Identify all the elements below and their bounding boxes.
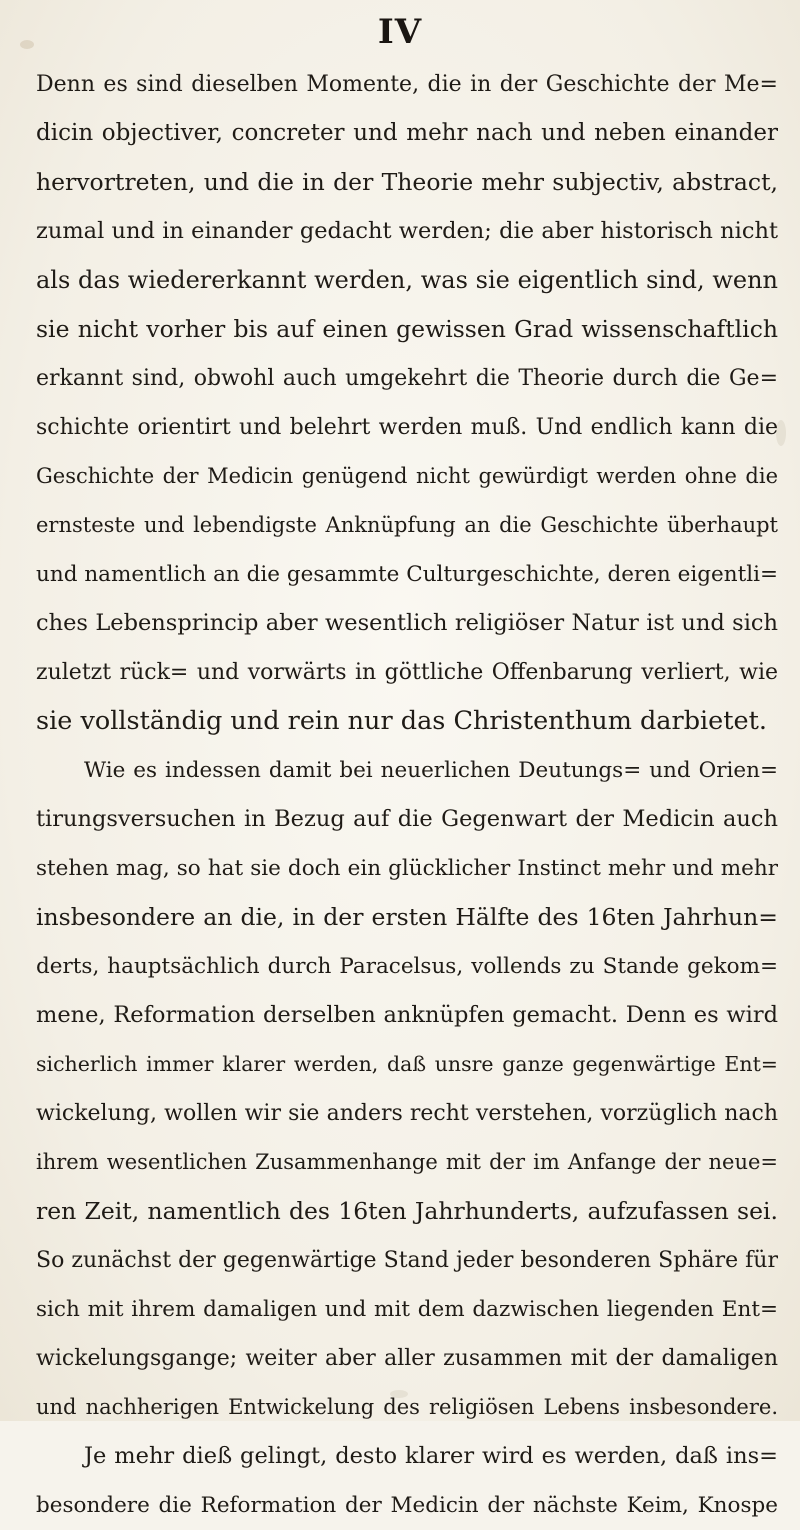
text-line: stehen mag, so hat sie doch ein glücklicher Instinct mehr und mehr [36, 856, 778, 881]
text-line: schichte orientirt und belehrt werden muß. Und endlich kann die [36, 415, 778, 440]
text-line: erkannt sind, obwohl auch umgekehrt die Theorie durch die Ge= [36, 366, 778, 391]
text-line: sicherlich immer klarer werden, daß unsre ganze gegenwärtige Ent= [36, 1052, 778, 1076]
page-number: IV [377, 12, 423, 52]
text-line: sich mit ihrem damaligen und mit dem dazwischen liegenden Ent= [36, 1297, 778, 1322]
text-line: als das wiedererkannt werden, was sie eigentlich sind, wenn [36, 266, 778, 294]
text-line: tirungsversuchen in Bezug auf die Gegenwart der Medicin auch [36, 806, 778, 832]
text-line: Denn es sind dieselben Momente, die in der Geschichte der Me= [36, 72, 778, 97]
body-text [36, 60, 778, 1530]
text-line: und nachherigen Entwickelung des religiösen Lebens insbesondere. [36, 1395, 778, 1419]
text-line: zumal und in einander gedacht werden; die aber historisch nicht [36, 218, 778, 244]
text-line: derts, hauptsächlich durch Paracelsus, vollends zu Stande gekom= [36, 954, 778, 979]
text-line: wickelung, wollen wir sie anders recht verstehen, vorzüglich nach [36, 1101, 778, 1126]
text-line: sie nicht vorher bis auf einen gewissen Grad wissenschaftlich [36, 315, 778, 343]
text-line: ches Lebensprincip aber wesentlich religiöser Natur ist und sich [36, 610, 778, 636]
text-line: hervortreten, und die in der Theorie mehr subjectiv, abstract, [36, 168, 778, 196]
text-line: Je mehr dieß gelingt, desto klarer wird es werden, daß ins= [84, 1443, 778, 1469]
text-line: besondere die Reformation der Medicin der nächste Keim, Knospe [36, 1493, 778, 1518]
text-line: zuletzt rück= und vorwärts in göttliche Offenbarung verliert, wie [36, 660, 778, 685]
text-line: So zunächst der gegenwärtige Stand jeder besonderen Sphäre für [36, 1248, 778, 1273]
text-line: Geschichte der Medicin genügend nicht gewürdigt werden ohne die [36, 464, 778, 488]
text-line: ren Zeit, namentlich des 16ten Jahrhunderts, aufzufassen sei. [36, 1197, 778, 1225]
text-line: mene, Reformation derselben anknüpfen gemacht. Denn es wird [36, 1002, 778, 1028]
text-line: wickelungsgange; weiter aber aller zusammen mit der damaligen [36, 1346, 778, 1371]
text-line: Wie es indessen damit bei neuerlichen Deutungs= und Orien= [84, 758, 778, 783]
text-line: dicin objectiver, concreter und mehr nach und neben einander [36, 120, 778, 146]
text-line: und namentlich an die gesammte Culturgeschichte, deren eigentli= [36, 562, 778, 587]
text-line: sie vollständig und rein nur das Christenthum darbietet. [36, 706, 767, 736]
text-line: ihrem wesentlichen Zusammenhange mit der im Anfange der neue= [36, 1150, 778, 1174]
text-line: ernsteste und lebendigste Anknüpfung an die Geschichte überhaupt [36, 513, 778, 537]
text-line: insbesondere an die, in der ersten Hälfte des 16ten Jahrhun= [36, 903, 778, 931]
